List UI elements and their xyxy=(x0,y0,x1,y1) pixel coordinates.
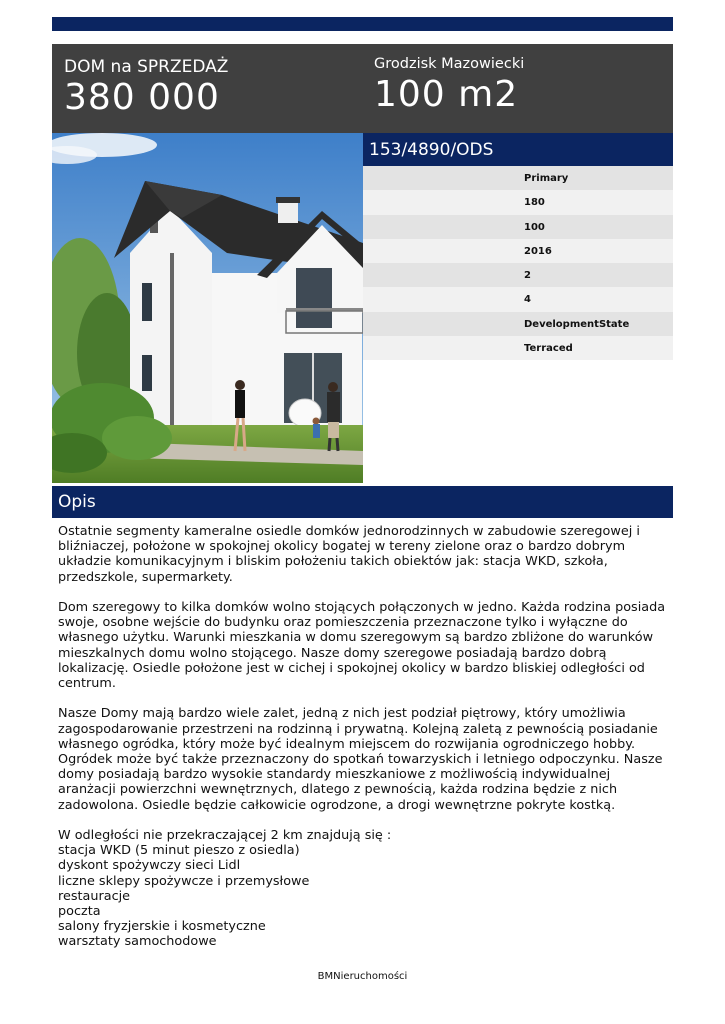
nearby-item: poczta xyxy=(58,904,101,920)
property-row: 100 xyxy=(363,215,673,239)
description-body xyxy=(58,524,670,950)
listing-header xyxy=(52,44,673,133)
footer-agency-name: BMNieruchomości xyxy=(317,971,408,982)
nearby-item: warsztaty samochodowe xyxy=(58,934,217,950)
nearby-list xyxy=(58,843,670,949)
property-row: 180 xyxy=(363,190,673,214)
property-row: 2 xyxy=(363,263,673,287)
nearby-item: dyskont spożywczy sieci Lidl xyxy=(58,858,241,874)
property-row: 2016 xyxy=(363,239,673,263)
property-row: Primary xyxy=(363,166,673,190)
listing-reference: 153/4890/ODS xyxy=(363,133,673,166)
nearby-item: stacja WKD (5 minut pieszo z osiedla) xyxy=(58,843,300,859)
description-paragraph: Ostatnie segmenty kameralne osiedle domków jednorodzinnych w zabudowie szeregowej i bliźniaczej, położone w spokojnej okolicy bogatej w tereny zielone oraz o bardzo dobrym układzie komunikacyjnym i bliskim położeniu takich obiektów jak: stacja WKD, szkoła, przedszkole, supermarkety. xyxy=(58,524,640,585)
nearby-item: liczne sklepy spożywcze i przemysłowe xyxy=(58,873,310,889)
nearby-intro: W odległości nie przekraczającej 2 km znajdują się : xyxy=(58,828,392,844)
house-photo xyxy=(52,133,363,483)
listing-type: DOM na SPRZEDAŻ xyxy=(64,57,229,77)
listing-area: 100 m2 xyxy=(374,74,519,115)
property-row: DevelopmentState xyxy=(363,312,673,336)
property-details-list xyxy=(363,166,673,360)
description-paragraph: Dom szeregowy to kilka domków wolno stojących połączonych w jedno. Każda rodzina posiada swoje, osobne wejście do budynku oraz pomieszczenia przeznaczone tylko i wyłączne do własnego użytku. Warunki mieszkania w domu szeregowym są bardzo zbliżone do warunków mieszkalnych domu wolno stojącego. Nasze domy szeregowe posiadają bardzo dobrą lokalizację. Osiedle położone jest w cichej i spokojnej okolicy w bardzo bliskiej odległości od centrum. xyxy=(58,600,666,692)
property-row: Terraced xyxy=(363,336,673,360)
description-paragraph: Nasze Domy mają bardzo wiele zalet, jedną z nich jest podział piętrowy, który umożliwia zagospodarowanie przestrzeni na rodzinną i prywatną. Kolejną zaletą z pewnością posiadanie własnego ogródka, który może być idealnym miejscem do rozwijania ogrodniczego hobby. Ogródek może być także przeznaczony do spotkań towarzyskich i letniego odpoczynku. Nasze domy posiadają bardzo wysokie standardy mieszkaniowe z możliwością indywidualnej aranżacji powierzchni wewnętrznych, dlatego z pewnością, każda rodzina będzie z nich zadowolona. Osiedle będzie całkowicie ogrodzone, a drogi wewnętrzne pokryte kostką. xyxy=(58,706,663,813)
listing-price: 380 000 xyxy=(64,77,220,118)
description-heading: Opis xyxy=(52,486,673,518)
listing-city: Grodzisk Mazowiecki xyxy=(374,56,525,72)
property-row: 4 xyxy=(363,287,673,311)
nearby-item: salony fryzjerskie i kosmetyczne xyxy=(58,919,266,935)
nearby-item: restauracje xyxy=(58,888,131,904)
top-accent-strip xyxy=(52,17,673,31)
